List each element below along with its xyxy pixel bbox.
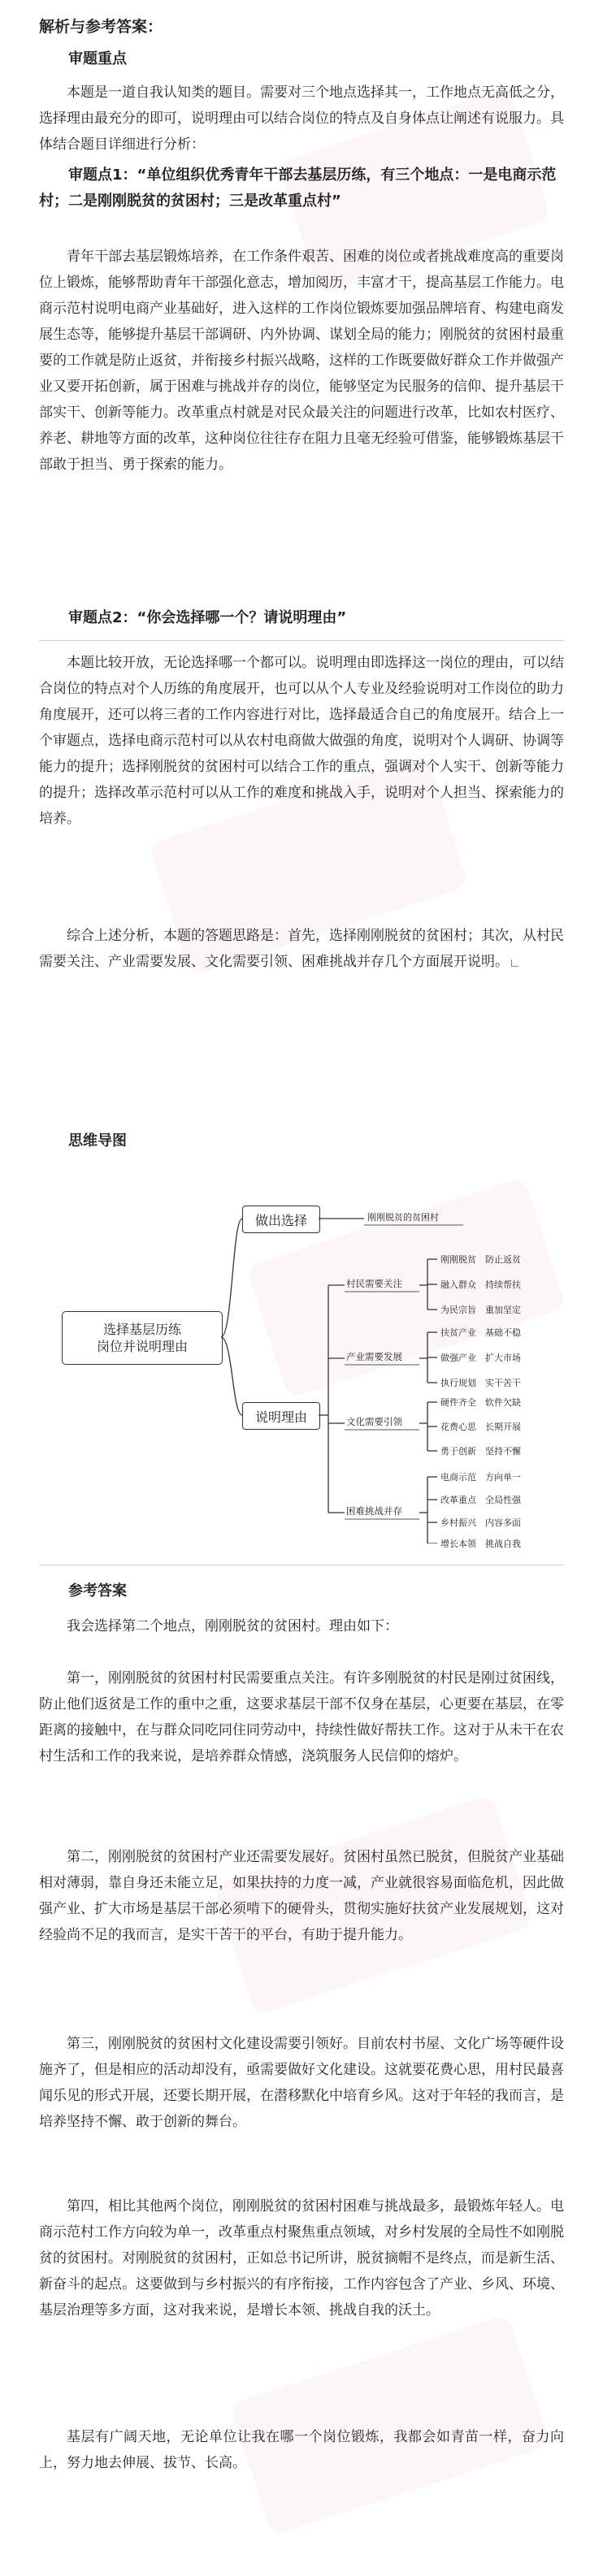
mind-map-leaf: 勇于创新 坚持不懈 <box>440 1446 521 1457</box>
mind-map-leaf: 增长本领 挑战自我 <box>440 1539 521 1549</box>
paragraph-point-2-analysis: 本题比较开放，无论选择哪一个都可以。说明理由即选择这一岗位的理由，可以结合岗位的特点对个人历练的角度展开，也可以从个人专业及经验说明对工作岗位的助力角度展开，还可以将三者的工作内容进行对比，选择最适合自己的角度展开。结合上一个审题点，选择电商示范村可以从农村电商做大做强的角度，说明对个人调研、协调等能力的提升；选择刚脱贫的贫困村可以结合工作的重点，强调对个人实干、创新等能力的提升；选择改革示范村可以从工作的难度和挑战入手，说明对个人担当、探索能力的培养。 <box>39 655 564 827</box>
mind-map-leaf: 执行规划 实干苦干 <box>440 1378 521 1388</box>
mind-map-category: 产业需要发展 <box>346 1351 402 1362</box>
paragraph-point-1-analysis: 青年干部去基层锻炼培养，在工作条件艰苦、困难的岗位或者挑战难度高的重要岗位上锻炼，能够帮助青年干部强化意志，增加阅历，丰富才干，提高基层工作能力。电商示范村说明电商产业基础好，进入这样的工作岗位锻炼要加强品牌培育、构建电商发展生态等，能够提升基层干部调研、内外协调、谋划全局的能力；刚脱贫的贫困村最重要的工作就是防止返贫，并衔接乡村振兴战略，这样的工作既要做好群众工作并做强产业又要开拓创新，属于困难与挑战并存的岗位，能够坚定为民服务的信仰、提升基层干部实干、创新等能力。改革重点村就是对民众最关注的问题进行改革，比如农村医疗、养老、耕地等方面的改革，这种岗位往往存在阻力且毫无经验可借鉴，能够锻炼基层干部敢于担当、勇于探索的能力。 <box>39 249 564 473</box>
paragraph-answer-choice: 我会选择第二个地点，刚刚脱贫的贫困村。理由如下： <box>67 1618 398 1634</box>
mind-map-category: 困难挑战并存 <box>346 1505 402 1517</box>
mind-map-branch-choice: 做出选择 <box>242 1206 320 1233</box>
mind-map-leaf: 硬件齐全 软件欠缺 <box>440 1397 521 1408</box>
mind-map-leaf: 改革重点 全局性强 <box>440 1495 521 1505</box>
mind-map <box>39 1194 564 1549</box>
section-heading-point-1: 审题点1：“单位组织优秀青年干部去基层历练，有三个地点：一是电商示范村；二是刚刚脱贫的贫困村；三是改革重点村” <box>39 167 557 210</box>
mind-map-leaf-choice: 刚刚脱贫的贫困村 <box>367 1212 439 1223</box>
mind-map-leaf: 融入群众 持续帮扶 <box>440 1279 521 1290</box>
paragraph-answer-reason-3: 第三，刚刚脱贫的贫困村文化建设需要引领好。目前农村书屋、文化广场等硬件设施齐了，但是相应的活动却没有，亟需要做好文化建设。这就要花费心思，用村民最喜闻乐见的形式开展，还要长期开展，在潜移默化中培育乡风。这对于年轻的我而言，是培养坚持不懈、敢于创新的舞台。 <box>39 2036 564 2130</box>
section-heading-key-points: 审题重点 <box>68 50 127 67</box>
mind-map-connectors <box>39 1194 564 1543</box>
paragraph-summary: 综合上述分析，本题的答题思路是：首先，选择刚刚脱贫的贫困村；其次，从村民需要关注、产业需要发展、文化需要引领、困难挑战并存几个方面展开说明。 <box>39 928 564 970</box>
section-heading-point-2: 审题点2：“你会选择哪一个？请说明理由” <box>68 609 347 626</box>
mind-map-leaf: 刚刚脱贫 防止返贫 <box>440 1254 521 1265</box>
paragraph-answer-conclusion: 基层有广阔天地，无论单位让我在哪一个岗位锻炼，我都会如青苗一样，奋力向上，努力地去伸展、拔节、长高。 <box>39 2429 564 2471</box>
paragraph-intro: 本题是一道自我认知类的题目。需要对三个地点选择其一，工作地点无高低之分，选择理由最充分的即可，说明理由可以结合岗位的特点及自身体点让阐述有说服力。具体结合题目详细进行分析： <box>39 84 564 153</box>
paragraph-answer-reason-2: 第二，刚刚脱贫的贫困村产业还需要发展好。贫困村虽然已脱贫，但脱贫产业基础相对薄弱，靠自身还未能立足，如果扶持的力度一减，产业就很容易面临危机，因此做强产业、扩大市场是基层干部必须啃下的硬骨头，贯彻实施好扶贫产业发展规划，这对经验尚不足的我而言，是实干苦干的平台，有助于提升能力。 <box>39 1849 564 1943</box>
mind-map-category: 文化需要引领 <box>346 1416 402 1427</box>
mind-map-leaf: 扶贫产业 基础不稳 <box>440 1327 521 1338</box>
divider <box>39 640 564 641</box>
mind-map-category: 村民需要关注 <box>346 1278 402 1289</box>
mind-map-leaf: 乡村振兴 内容多面 <box>440 1517 521 1528</box>
section-heading-reference-answer: 参考答案 <box>68 1582 127 1600</box>
paragraph-answer-reason-1: 第一，刚刚脱贫的贫困村村民需要重点关注。有许多刚脱贫的村民是刚过贫困线，防止他们返贫是工作的重中之重，这要求基层干部不仅身在基层，心更要在基层，在零距离的接触中，在与群众同吃同住同劳动中，持续性做好帮扶工作。这对于从未干在农村生活和工作的我来说，是培养群众情感，浇筑服务人民信仰的熔炉。 <box>39 1670 564 1764</box>
paragraph-mark-icon <box>511 959 518 967</box>
mind-map-leaf: 电商示范 方向单一 <box>440 1472 521 1483</box>
mind-map-leaf: 做强产业 扩大市场 <box>440 1353 521 1363</box>
mind-map-leaf: 花费心思 长期开展 <box>440 1422 521 1432</box>
paragraph-answer-reason-4: 第四，相比其他两个岗位，刚刚脱贫的贫困村困难与挑战最多，最锻炼年轻人。电商示范村工作方向较为单一，改革重点村聚焦重点领域，对乡村发展的全局性不如刚脱贫的贫困村。对刚脱贫的贫困村，正如总书记所讲，脱贫摘帽不是终点，而是新生活、新奋斗的起点。这要做到与乡村振兴的有序衔接，工作内容包含了产业、乡风、环境、基层治理等多方面，这对我来说，是增长本领、挑战自我的沃土。 <box>39 2198 564 2318</box>
mind-map-branch-reasons: 说明理由 <box>242 1402 320 1430</box>
mind-map-leaf: 为民宗旨 重加坚定 <box>440 1305 521 1315</box>
section-heading-mindmap: 思维导图 <box>68 1132 127 1149</box>
mind-map-root: 选择基层历练 岗位并说明理由 <box>62 1311 223 1365</box>
document-title: 解析与参考答案： <box>39 18 163 36</box>
